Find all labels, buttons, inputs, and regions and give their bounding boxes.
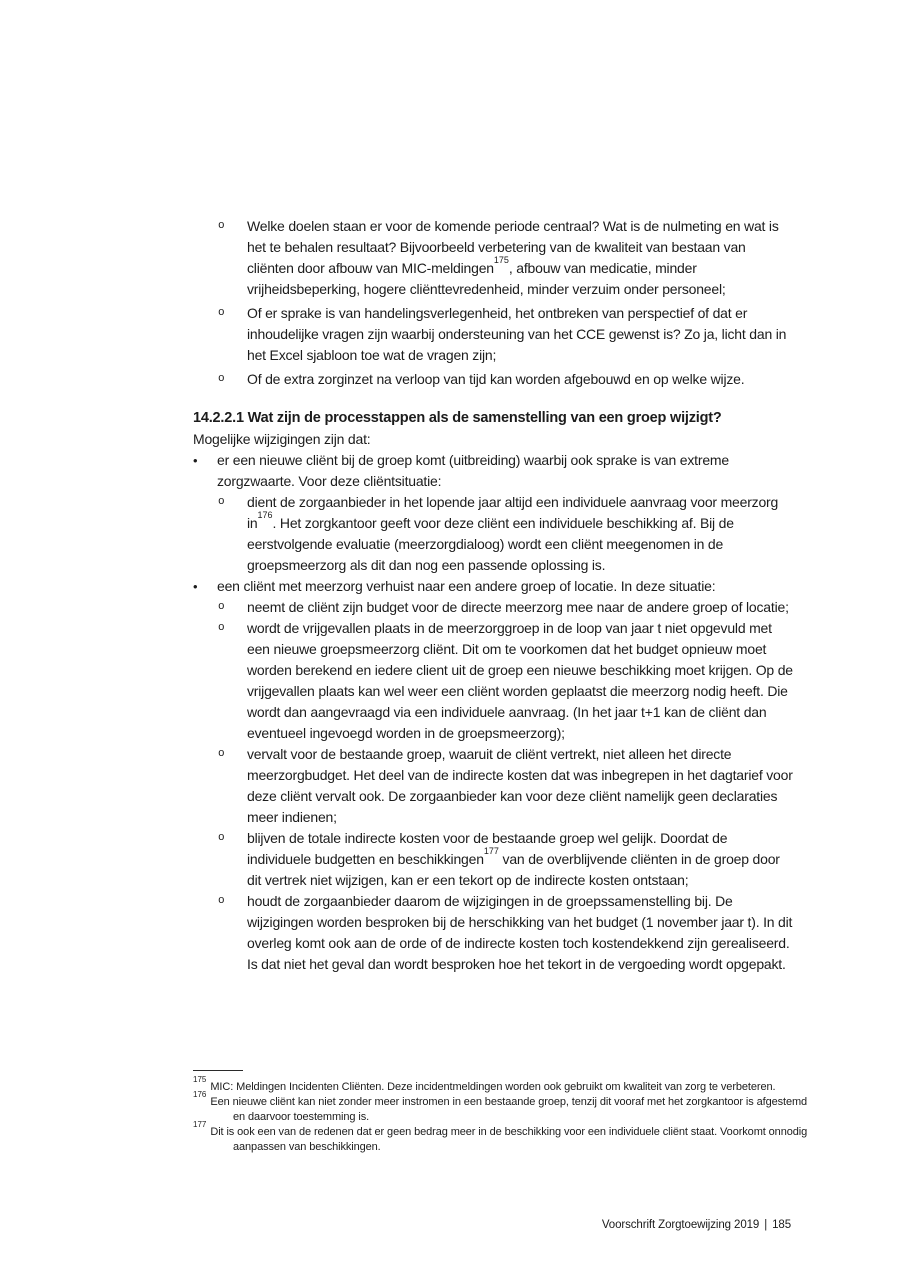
list-item-text: dient de zorgaanbieder in het lopende jaar altijd een individuele aanvraag voor meerzorg in$^{176}$. Het zorgkantoor geeft voor deze cliënt een individuele beschikking af. Bij de eerstvolgende evaluatie (meerzorgdialoog) wordt een cliënt meegenomen in de groepsmeerzorg als dit dan nog een passende oplossing is. bbox=[247, 494, 779, 573]
page-footer bbox=[602, 1219, 791, 1231]
footer-divider: | bbox=[764, 1219, 768, 1231]
footnote-number: 175 bbox=[193, 1075, 207, 1085]
bullet-list bbox=[193, 450, 794, 975]
bullet-marker: • bbox=[193, 453, 198, 468]
list-item-text: Of de extra zorginzet na verloop van tijd kan worden afgebouwd en op welke wijze. bbox=[247, 371, 745, 387]
list-item-text: een cliënt met meerzorg verhuist naar een andere groep of locatie. In deze situatie: o neemt de cliënt zijn budget voor de directe meerzorg mee naar de andere groep of locatie; o wordt de vrijgevallen plaats in de meerzorggroep in de loop van jaar t niet opgevuld met een nieuwe groepsmeerzorg cliënt. Dit om te voorkomen dat het budget opnieuw moet worden berekend en iedere client uit de groep een nieuwe beschikking moet krijgen. Op de vrijgevallen plaats kan wel weer een cliënt worden geplaatst die meerzorg nodig heeft. Die wordt dan aangevraagd via een individuele aanvraag. (In het jaar t+1 kan de cliënt dan eventueel ingevoegd worden in de groepsmeerzorg); o vervalt voor de bestaande groep, waaruit de cliënt vertrekt, niet alleen het directe meerzorgbudget. Het deel van de indirecte kosten dat was inbegrepen in het dagtarief voor deze cliënt vervalt ook. De zorgaanbieder kan voor deze cliënt namelijk geen declaraties meer indienen; o blijven de totale indirecte kosten voor de bestaande groep wel gelijk. Doordat de individuele budgetten en beschikkingen$^{177}$ van de overblijvende cliënten in de groep door dit vertrek niet wijzigen, kan er een tekort op de indirecte kosten ontstaan; o houdt de zorgaanbieder daarom de wijzigingen in de groepssamenstelling bij. De wijzigingen worden besproken bij de herschikking van het budget (1 november jaar t). In dit overleg komt ook aan de orde of de indirecte kosten toch kostendekkend zijn gerealiseerd. Is dat niet het geval dan wordt besproken hoe het tekort in de vergoeding wordt opgepakt. bbox=[217, 576, 794, 975]
section-heading: 14.2.2.1 Wat zijn de processtappen als de samenstelling van een groep wijzigt? bbox=[193, 410, 722, 426]
footnote-text: Een nieuwe cliënt kan niet zonder meer instromen in een bestaande groep, tenzij dit vooraf met het zorgkantoor is afgestemd en daarvoor toestemming is. bbox=[210, 1096, 808, 1123]
list-item-text: wordt de vrijgevallen plaats in de meerzorggroep in de loop van jaar t niet opgevuld met een nieuwe groepsmeerzorg cliënt. Dit om te voorkomen dat het budget opnieuw moet worden berekend en iedere client uit de groep een nieuwe beschikking moet krijgen. Op de vrijgevallen plaats kan wel weer een cliënt worden geplaatst die meerzorg nodig heeft. Die wordt dan aangevraagd via een individuele aanvraag. (In het jaar t+1 kan de cliënt dan eventueel ingevoegd worden in de groepsmeerzorg); bbox=[247, 620, 793, 741]
list-item-text: neemt de cliënt zijn budget voor de directe meerzorg mee naar de andere groep of locatie; bbox=[247, 599, 789, 615]
footnote-ref-177: 177 bbox=[483, 846, 499, 857]
circle-marker: o bbox=[218, 748, 225, 760]
circle-marker: o bbox=[218, 895, 225, 907]
circle-marker: o bbox=[218, 601, 225, 613]
list-item bbox=[218, 492, 794, 576]
footnote-text: MIC: Meldingen Incidenten Cliënten. Deze incidentmeldingen worden ook gebruikt om kwaliteit van zorg te verbeteren. bbox=[210, 1081, 776, 1093]
circle-marker: o bbox=[218, 496, 225, 508]
footnote-divider bbox=[193, 1070, 243, 1071]
footer-page-number: 185 bbox=[772, 1219, 791, 1231]
page-content bbox=[193, 216, 794, 975]
circle-marker: o bbox=[218, 622, 225, 634]
bullet-marker: • bbox=[193, 579, 198, 594]
list-item bbox=[218, 744, 794, 828]
circle-marker: o bbox=[218, 373, 225, 385]
list-item bbox=[193, 576, 794, 975]
footer-doc-title: Voorschrift Zorgtoewijzing 2019 bbox=[601, 1219, 760, 1231]
footnote-ref-176: 176 bbox=[257, 510, 273, 521]
list-item-text: Welke doelen staan er voor de komende periode centraal? Wat is de nulmeting en wat is het te behalen resultaat? Bijvoorbeeld verbetering van de kwaliteit van bestaan van cliënten door afbouw van MIC-meldingen$^{175}$, afbouw van medicatie, minder vrijheidsbeperking, hogere cliënttevredenheid, minder verzuim onder personeel; bbox=[247, 218, 779, 297]
list-item bbox=[218, 891, 794, 975]
list-item bbox=[218, 303, 794, 366]
circle-marker: o bbox=[218, 220, 225, 232]
list-item bbox=[218, 828, 794, 891]
nested-circle-list bbox=[218, 492, 794, 576]
list-item bbox=[218, 618, 794, 744]
list-item bbox=[218, 369, 794, 390]
intro-circle-list bbox=[218, 216, 794, 390]
nested-circle-list bbox=[218, 597, 794, 975]
circle-marker: o bbox=[218, 832, 225, 844]
footnote-ref-175: 175 bbox=[493, 255, 509, 266]
footnote-177 bbox=[193, 1120, 809, 1155]
list-item bbox=[193, 450, 794, 576]
section-intro: Mogelijke wijzigingen zijn dat: bbox=[193, 431, 371, 447]
list-item-text: blijven de totale indirecte kosten voor de bestaande groep wel gelijk. Doordat de individuele budgetten en beschikkingen$^{177}$ van de overblijvende cliënten in de groep door dit vertrek niet wijzigen, kan er een tekort op de indirecte kosten ontstaan; bbox=[247, 830, 780, 888]
list-item-text: Of er sprake is van handelingsverlegenheid, het ontbreken van perspectief of dat er inhoudelijke vragen zijn waarbij ondersteuning van het CCE gewenst is? Zo ja, licht dan in het Excel sjabloon toe wat de vragen zijn; bbox=[247, 305, 787, 363]
footnote-number: 176 bbox=[193, 1090, 207, 1100]
footnote-number: 177 bbox=[193, 1120, 207, 1130]
footnote-175 bbox=[193, 1075, 809, 1095]
list-item-text: vervalt voor de bestaande groep, waaruit de cliënt vertrekt, niet alleen het directe meerzorgbudget. Het deel van de indirecte kosten dat was inbegrepen in het dagtarief voor deze cliënt vervalt ook. De zorgaanbieder kan voor deze cliënt namelijk geen declaraties meer indienen; bbox=[247, 746, 793, 825]
list-item-text: houdt de zorgaanbieder daarom de wijzigingen in de groepssamenstelling bij. De wijzigingen worden besproken bij de herschikking van het budget (1 november jaar t). In dit overleg komt ook aan de orde of de indirecte kosten toch kostendekkend zijn gerealiseerd. Is dat niet het geval dan wordt besproken hoe het tekort in de vergoeding wordt opgepakt. bbox=[247, 893, 793, 972]
footnote-text: Dit is ook een van de redenen dat er geen bedrag meer in de beschikking voor een individuele cliënt staat. Voorkomt onnodig aanpassen van beschikkingen. bbox=[210, 1126, 808, 1153]
circle-marker: o bbox=[218, 307, 225, 319]
footnotes-section bbox=[193, 1070, 809, 1155]
footnote-176 bbox=[193, 1090, 809, 1125]
list-item bbox=[218, 216, 794, 300]
list-item bbox=[218, 597, 794, 618]
list-item-text: er een nieuwe cliënt bij de groep komt (uitbreiding) waarbij ook sprake is van extreme zorgzwaarte. Voor deze cliëntsituatie: o dient de zorgaanbieder in het lopende jaar altijd een individuele aanvraag voor meerzorg in$^{176}$. Het zorgkantoor geeft voor deze cliënt een individuele beschikking af. Bij de eerstvolgende evaluatie (meerzorgdialoog) wordt een cliënt meegenomen in de groepsmeerzorg als dit dan nog een passende oplossing is. bbox=[217, 450, 794, 576]
